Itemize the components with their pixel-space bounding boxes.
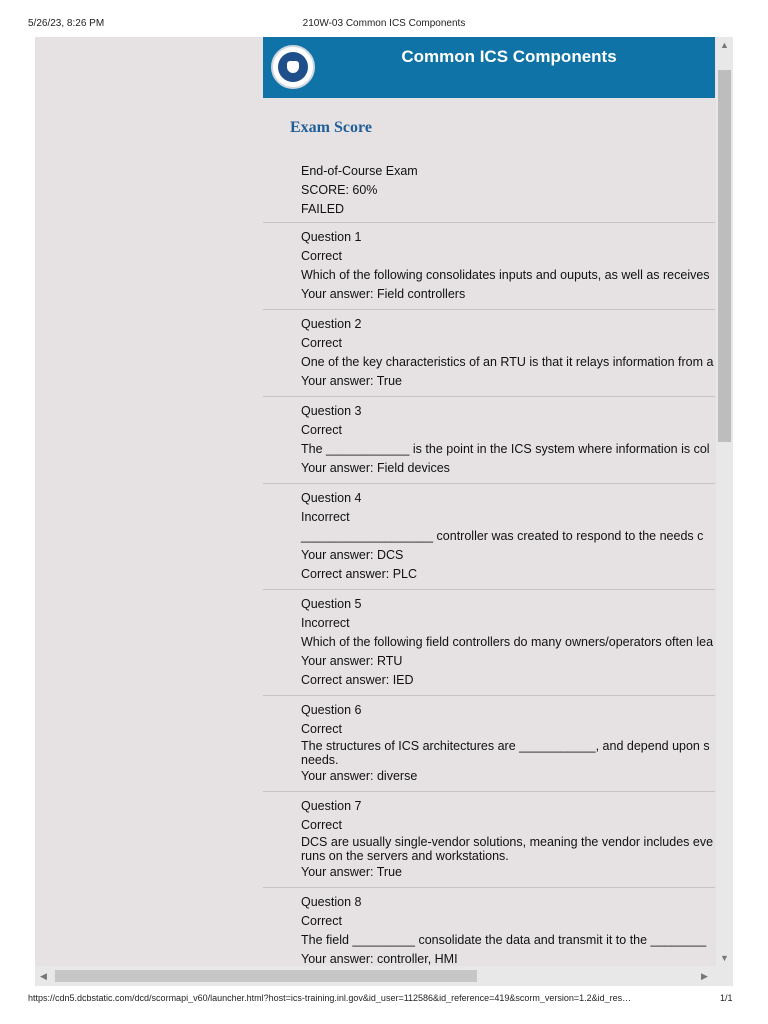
question-status: Correct (301, 249, 342, 263)
question-item (263, 309, 715, 396)
question-answer: Your answer: diverse (301, 769, 418, 783)
question-label: Question 7 (301, 799, 362, 813)
horizontal-scrollbar[interactable] (35, 966, 733, 986)
question-answer: Your answer: True (301, 865, 402, 879)
print-page-number: 1/1 (720, 993, 733, 1003)
print-url: https://cdn5.dcbstatic.com/dcd/scormapi_v60/launcher.html?host=ics-training.inl.gov&id_user=112586&id_reference=419&scorm_version=1.2&id_res… (28, 993, 632, 1003)
question-answer: Your answer: controller, HMI (301, 952, 458, 966)
print-date: 5/26/23, 8:26 PM (28, 18, 105, 29)
scroll-up-icon[interactable]: ▲ (720, 40, 729, 50)
question-answer: Your answer: Field devices (301, 461, 450, 475)
scroll-down-icon[interactable]: ▼ (720, 953, 729, 963)
question-text: One of the key characteristics of an RTU is that it relays information from a (301, 355, 714, 369)
dhs-seal-icon (271, 45, 315, 89)
question-label: Question 1 (301, 230, 362, 244)
exam-summary (301, 162, 418, 219)
exam-result: FAILED (301, 202, 345, 216)
question-item (263, 887, 715, 974)
scroll-right-icon[interactable]: ▶ (701, 971, 708, 981)
exam-score: SCORE: 60% (301, 183, 378, 197)
question-text: The structures of ICS architectures are ___________, and depend upon s needs. (301, 739, 710, 767)
question-correct-answer: Correct answer: PLC (301, 567, 418, 581)
question-label: Question 8 (301, 895, 362, 909)
question-list (263, 222, 715, 974)
horizontal-scroll-thumb[interactable] (55, 970, 477, 982)
question-label: Question 5 (301, 597, 362, 611)
question-item (263, 695, 715, 791)
question-status: Correct (301, 722, 342, 736)
question-text: The field _________ consolidate the data and transmit it to the ________ (301, 933, 707, 947)
question-answer: Your answer: True (301, 374, 402, 388)
course-viewport (35, 37, 733, 986)
course-title: Common ICS Components (401, 47, 617, 66)
question-answer: Your answer: DCS (301, 548, 404, 562)
question-status: Correct (301, 336, 342, 350)
question-label: Question 2 (301, 317, 362, 331)
question-text: ___________________ controller was created to respond to the needs c (301, 529, 704, 543)
question-text: DCS are usually single-vendor solutions, meaning the vendor includes eve runs on the servers and workstations. (301, 835, 714, 863)
question-answer: Your answer: Field controllers (301, 287, 466, 301)
question-correct-answer: Correct answer: IED (301, 673, 414, 687)
question-status: Incorrect (301, 510, 350, 524)
question-label: Question 4 (301, 491, 362, 505)
question-text: The ____________ is the point in the ICS system where information is col (301, 442, 710, 456)
course-banner (263, 37, 715, 98)
question-text: Which of the following field controllers do many owners/operators often lea (301, 635, 714, 649)
question-status: Incorrect (301, 616, 350, 630)
scroll-left-icon[interactable]: ◀ (40, 971, 47, 981)
question-status: Correct (301, 423, 342, 437)
exam-name: End-of-Course Exam (301, 164, 418, 178)
question-answer: Your answer: RTU (301, 654, 403, 668)
question-label: Question 3 (301, 404, 362, 418)
print-header (0, 0, 768, 34)
question-status: Correct (301, 914, 342, 928)
vertical-scrollbar[interactable] (716, 37, 733, 966)
question-item (263, 222, 715, 309)
question-text: Which of the following consolidates inputs and ouputs, as well as receives (301, 268, 710, 282)
print-title: 210W-03 Common ICS Components (302, 18, 466, 29)
question-item (263, 396, 715, 483)
question-item (263, 589, 715, 695)
question-status: Correct (301, 818, 342, 832)
section-title: Exam Score (290, 119, 372, 136)
question-item (263, 791, 715, 887)
vertical-scroll-thumb[interactable] (718, 70, 731, 442)
question-item (263, 483, 715, 589)
question-label: Question 6 (301, 703, 362, 717)
